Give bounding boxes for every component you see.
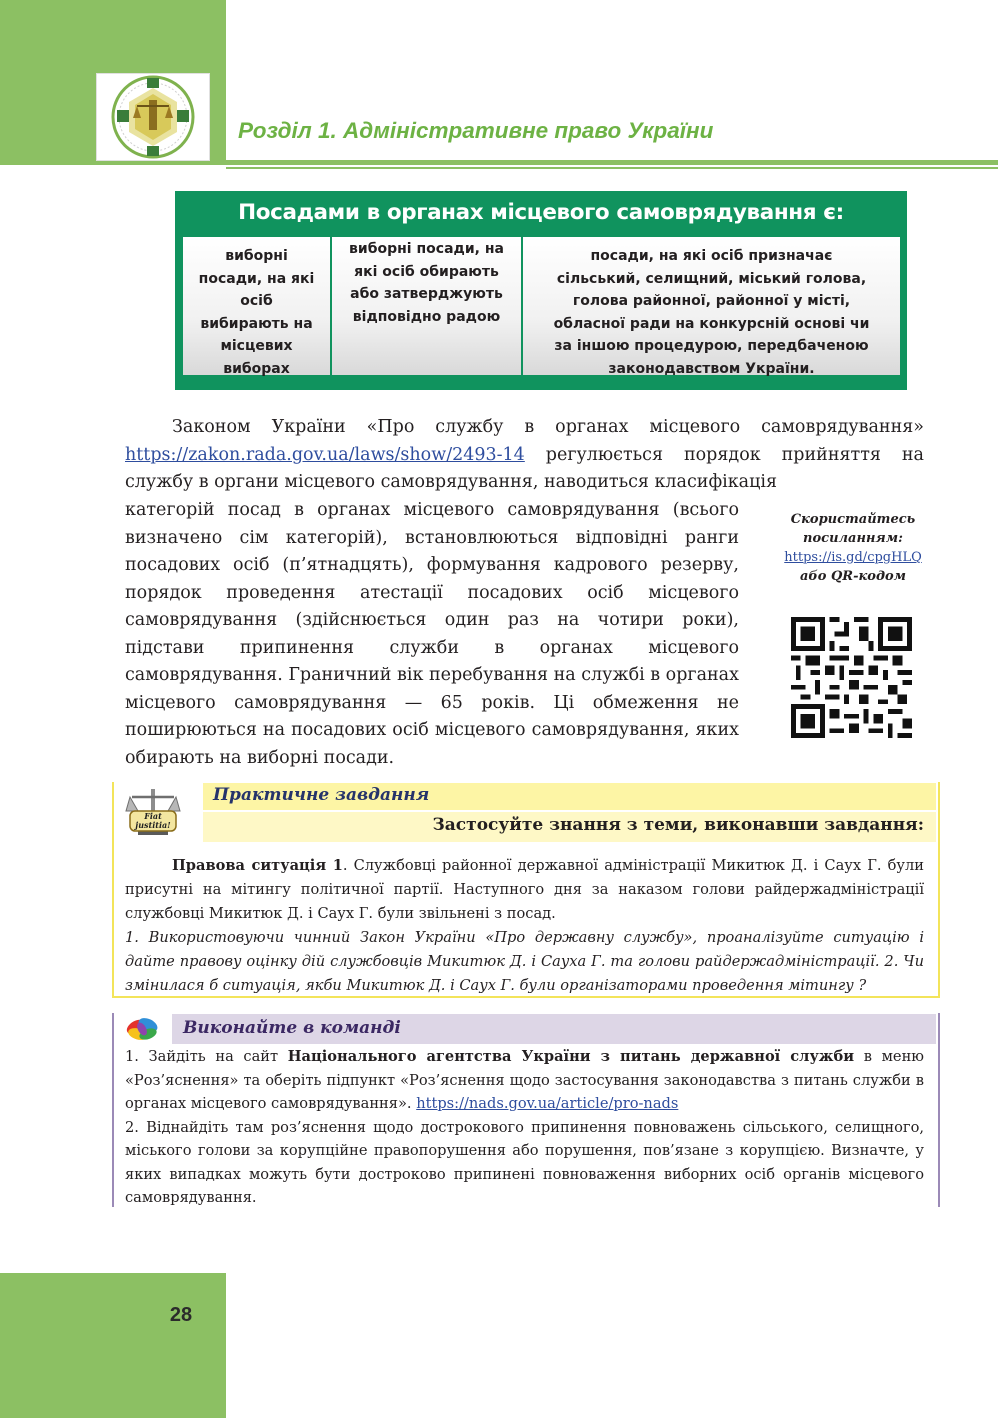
- post-type-elected-council: виборні посади, на які осіб обирають або затверджують відповідно радою: [332, 237, 521, 375]
- header-rule: [226, 160, 998, 165]
- zakon-link[interactable]: https://zakon.rada.gov.ua/laws/show/2493-14: [125, 444, 525, 465]
- side-note: [772, 510, 934, 586]
- justice-icon-text-1: Fiat: [144, 811, 162, 821]
- posts-infobox: [175, 191, 907, 390]
- nads-link[interactable]: https://nads.gov.ua/article/pro-nads: [416, 1095, 679, 1112]
- justice-icon-text-2: justitia!: [135, 820, 171, 830]
- practical-task-title: Практичне завдання: [213, 785, 430, 805]
- short-link[interactable]: https://is.gd/cpgHLQ: [784, 550, 922, 565]
- team-task-item-1: 1. Зайдіть на сайт Національного агентства України з питань державної служби в меню «Роз’яснення» та оберіть підпункт «Роз’яснення щодо застосування законодавства з питань служби в органах місцевого самоврядування». https://nads.gov.ua/article/pro-nads: [125, 1048, 924, 1112]
- header-rule-thin: [226, 167, 998, 169]
- chapter-title: Розділ 1. Адміністративне право України: [238, 118, 714, 143]
- posts-infobox-title: Посадами в органах місцевого самоврядування є:: [238, 200, 844, 225]
- teamwork-hands-icon: [124, 1015, 160, 1043]
- team-task-title: Виконайте в команді: [183, 1018, 401, 1038]
- body-paragraph-2: категорій посад в органах місцевого самоврядування (всього визначено сім категорій), встановлюються відповідні ранги посадових осіб (п’ятнадцять), формування кадрового резерву, порядок проведення атестації посадових осіб місцевого самоврядування (здійснюється один раз на чотири роки), підстави припинення служби в органах місцевого самоврядування. Граничний вік перебування на службі в органах місцевого самоврядування — 65 років. Ці обмеження не поширюються на посадових осіб місцевого самоврядування, яких обирають на виборні посади.: [125, 500, 739, 768]
- side-note-intro: Скористайтесь посиланням:: [790, 512, 916, 546]
- team-task-text: [125, 1045, 924, 1210]
- situation-text: . Службовці районної державної адміністрації Микитюк Д. і Саух Г. були присутні на мітингу політичної партії. Наступного дня за наказом голови райдержадміністрації службовці Микитюк Д. і Саух Г. були звільнені з посад.: [125, 857, 924, 922]
- law-emblem-icon: [96, 73, 210, 161]
- task-questions: 1. Використовуючи чинний Закон України «Про державну службу», проаналізуйте ситуацію і дайте правову оцінку дій службовців Микитюк Д. і Сауха Г. та голови райдержадміністрації. 2. Чи змінилася б ситуація, якби Микитюк Д. і Саух Г. були організаторами проведення мітингу ?: [125, 929, 924, 994]
- sidebar-band-bottom: [0, 1273, 226, 1418]
- body-paragraph-1: Законом України «Про службу в органах місцевого самоврядування» https://zakon.rada.gov.ua/laws/show/2493-14 регулюється порядок прийняття на службу в органи місцевого самоврядування, наводиться класифікація: [125, 417, 924, 492]
- side-note-qr-label: або QR-кодом: [799, 569, 907, 584]
- team-task-item-2: 2. Віднайдіть там роз’яснення щодо дострокового припинення повноважень сільського, селищного, міського голови за корупційне правопорушення або порушення, пов’язане з корупцією. Визначте, у яких випадках можуть бути достроково припинені повноваження виборних осіб органів місцевого самоврядування.: [125, 1118, 924, 1206]
- justice-scales-icon: [124, 785, 182, 843]
- practical-task-text: [125, 854, 924, 998]
- post-type-appointed: посади, на які осіб призначає сільський, селищний, міський голова, голова районної, районної у місті, обласної ради на конкурсній основі чи за іншою процедурою, передбаченою законодавством України.: [523, 237, 900, 375]
- qr-code-icon[interactable]: [791, 617, 912, 738]
- situation-label: Правова ситуація 1: [172, 857, 343, 874]
- practical-task-subtitle: Застосуйте знання з теми, виконавши завдання:: [432, 815, 924, 835]
- post-type-elected-local: виборні посади, на які осіб вибирають на місцевих виборах: [183, 237, 330, 375]
- page-number: 28: [169, 1304, 193, 1326]
